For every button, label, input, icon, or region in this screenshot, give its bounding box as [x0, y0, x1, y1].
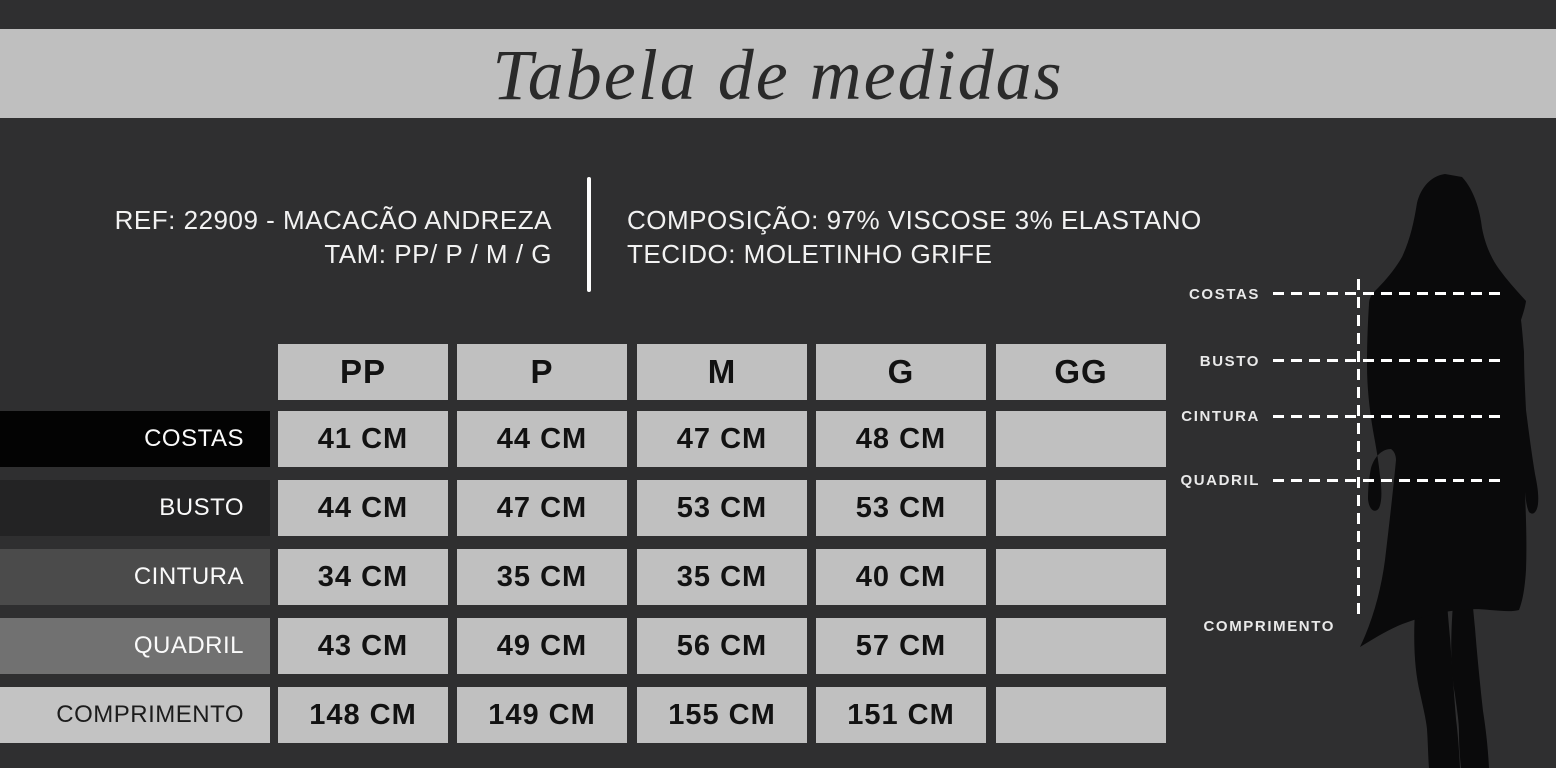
table-cell: 151 CM: [816, 687, 986, 743]
measurement-line-comprimento: [1357, 279, 1360, 617]
figure-label-comprimento: COMPRIMENTO: [1203, 618, 1335, 635]
column-header-p: P: [457, 344, 627, 400]
column-header-pp: PP: [278, 344, 448, 400]
measurement-line-costas: [1273, 292, 1507, 295]
measurement-line-cintura: [1273, 415, 1505, 418]
title-banner: [0, 29, 1556, 118]
table-cell: 41 CM: [278, 411, 448, 467]
table-cell: 44 CM: [278, 480, 448, 536]
table-cell: 47 CM: [457, 480, 627, 536]
figure-label-costas: COSTAS: [1189, 286, 1260, 303]
table-cell: 43 CM: [278, 618, 448, 674]
table-cell: 155 CM: [637, 687, 807, 743]
fabric-info: [627, 203, 1202, 271]
figure-label-cintura: CINTURA: [1181, 408, 1260, 425]
table-cell: 148 CM: [278, 687, 448, 743]
figure-label-busto: BUSTO: [1199, 353, 1260, 370]
table-cell: [996, 687, 1166, 743]
composition-line: COMPOSIÇÃO: 97% VISCOSE 3% ELASTANO: [627, 205, 1202, 235]
table-cell: [996, 618, 1166, 674]
table-cell: 53 CM: [637, 480, 807, 536]
column-header-gg: GG: [996, 344, 1166, 400]
table-cell: 44 CM: [457, 411, 627, 467]
table-cell: 53 CM: [816, 480, 986, 536]
table-cell: 56 CM: [637, 618, 807, 674]
table-cell: 40 CM: [816, 549, 986, 605]
product-info: [60, 203, 552, 271]
row-label-comprimento: COMPRIMENTO: [0, 687, 270, 743]
table-cell: [996, 549, 1166, 605]
table-cell: [996, 411, 1166, 467]
product-sizes: TAM: PP/ P / M / G: [324, 239, 552, 269]
figure-label-quadril: QUADRIL: [1180, 472, 1260, 489]
table-cell: 35 CM: [637, 549, 807, 605]
column-header-m: M: [637, 344, 807, 400]
table-cell: [996, 480, 1166, 536]
woman-silhouette: [1340, 150, 1556, 768]
page-title: Tabela de medidas: [492, 35, 1064, 115]
row-label-busto: BUSTO: [0, 480, 270, 536]
table-cell: 57 CM: [816, 618, 986, 674]
row-label-quadril: QUADRIL: [0, 618, 270, 674]
table-cell: 47 CM: [637, 411, 807, 467]
vertical-divider: [587, 177, 591, 292]
body-and-dress: [1360, 174, 1538, 647]
fabric-line: TECIDO: MOLETINHO GRIFE: [627, 239, 993, 269]
row-label-cintura: CINTURA: [0, 549, 270, 605]
table-cell: 34 CM: [278, 549, 448, 605]
column-header-g: G: [816, 344, 986, 400]
product-ref: REF: 22909 - MACACÃO ANDREZA: [114, 205, 552, 235]
table-cell: 35 CM: [457, 549, 627, 605]
table-cell: 49 CM: [457, 618, 627, 674]
measurement-line-busto: [1273, 359, 1503, 362]
row-label-costas: COSTAS: [0, 411, 270, 467]
table-cell: 149 CM: [457, 687, 627, 743]
measurement-line-quadril: [1273, 479, 1503, 482]
table-cell: 48 CM: [816, 411, 986, 467]
